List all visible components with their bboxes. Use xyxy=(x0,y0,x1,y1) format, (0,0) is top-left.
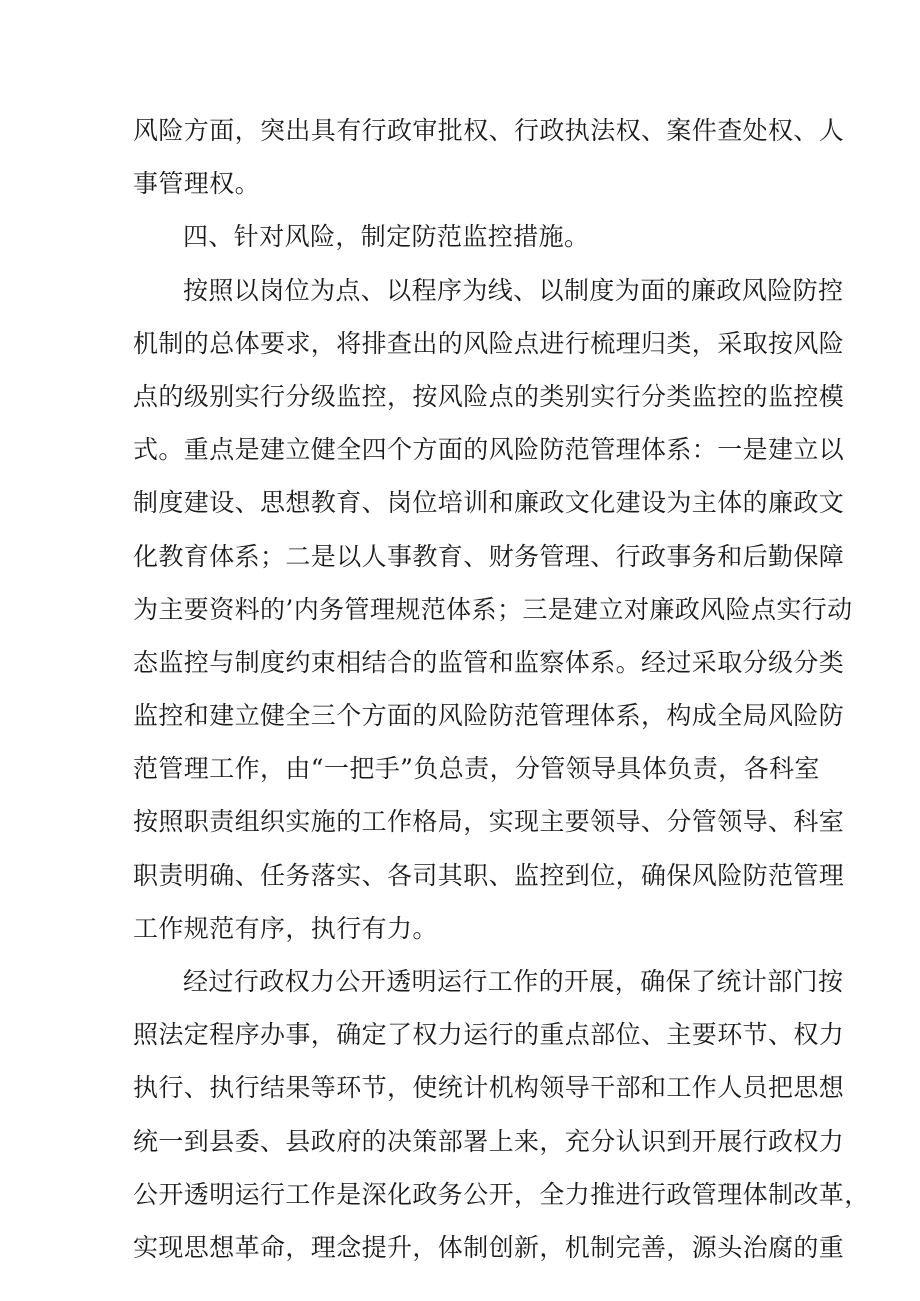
text-line: 化教育体系；二是以人事教育、财务管理、行政事务和后勤保障 xyxy=(133,541,845,571)
text-line: 点的级别实行分级监控，按风险点的类别实行分类监控的监控模 xyxy=(133,381,845,411)
text-line: 式。重点是建立健全四个方面的风险防范管理体系：一是建立以 xyxy=(133,435,845,465)
text-line: 工作规范有序，执行有力。 xyxy=(133,913,438,943)
text-line: 照法定程序办事，确定了权力运行的重点部位、主要环节、权力 xyxy=(133,1020,845,1050)
text-line: 实现思想革命，理念提升，体制创新，机制完善，源头治腐的重 xyxy=(133,1232,845,1262)
text-line: 按照职责组织实施的工作格局，实现主要领导、分管领导、科室 xyxy=(133,807,845,837)
text-line: 事管理权。 xyxy=(133,169,261,199)
text-line: 监控和建立健全三个方面的风险防范管理体系，构成全局风险防 xyxy=(133,701,845,731)
text-line: 经过行政权力公开透明运行工作的开展，确保了统计部门按 xyxy=(183,967,844,996)
text-line: 为主要资料的’内务管理规范体系；三是建立对廉政风险点实行动 xyxy=(133,594,853,624)
document-body xyxy=(133,104,870,1274)
text-line: 风险方面，突出具有行政审批权、行政执法权、案件查处权、人 xyxy=(133,116,845,145)
text-line: 范管理工作，由“一把手”负总责，分管领导具体负责，各科室 xyxy=(133,754,820,784)
text-line: 职责明确、任务落实、各司其职、监控到位，确保风险防范管理 xyxy=(133,860,845,890)
text-line: 公开透明运行工作是深化政务公开，全力推进行政管理体制改革， xyxy=(133,1179,870,1209)
text-line: 统一到县委、县政府的决策部署上来，充分认识到开展行政权力 xyxy=(133,1126,845,1156)
text-line: 按照以岗位为点、以程序为线、以制度为面的廉政风险防控 xyxy=(183,275,844,305)
text-line: 机制的总体要求，将排查出的风险点进行梳理归类，采取按风险 xyxy=(133,328,845,358)
text-line: 执行、执行结果等环节，使统计机构领导干部和工作人员把思想 xyxy=(133,1073,845,1103)
section-heading: 四、针对风险，制定防范监控措施。 xyxy=(183,222,590,252)
text-line: 制度建设、思想教育、岗位培训和廉政文化建设为主体的廉政文 xyxy=(133,488,845,518)
text-line: 态监控与制度约束相结合的监管和监察体系。经过采取分级分类 xyxy=(133,647,845,677)
